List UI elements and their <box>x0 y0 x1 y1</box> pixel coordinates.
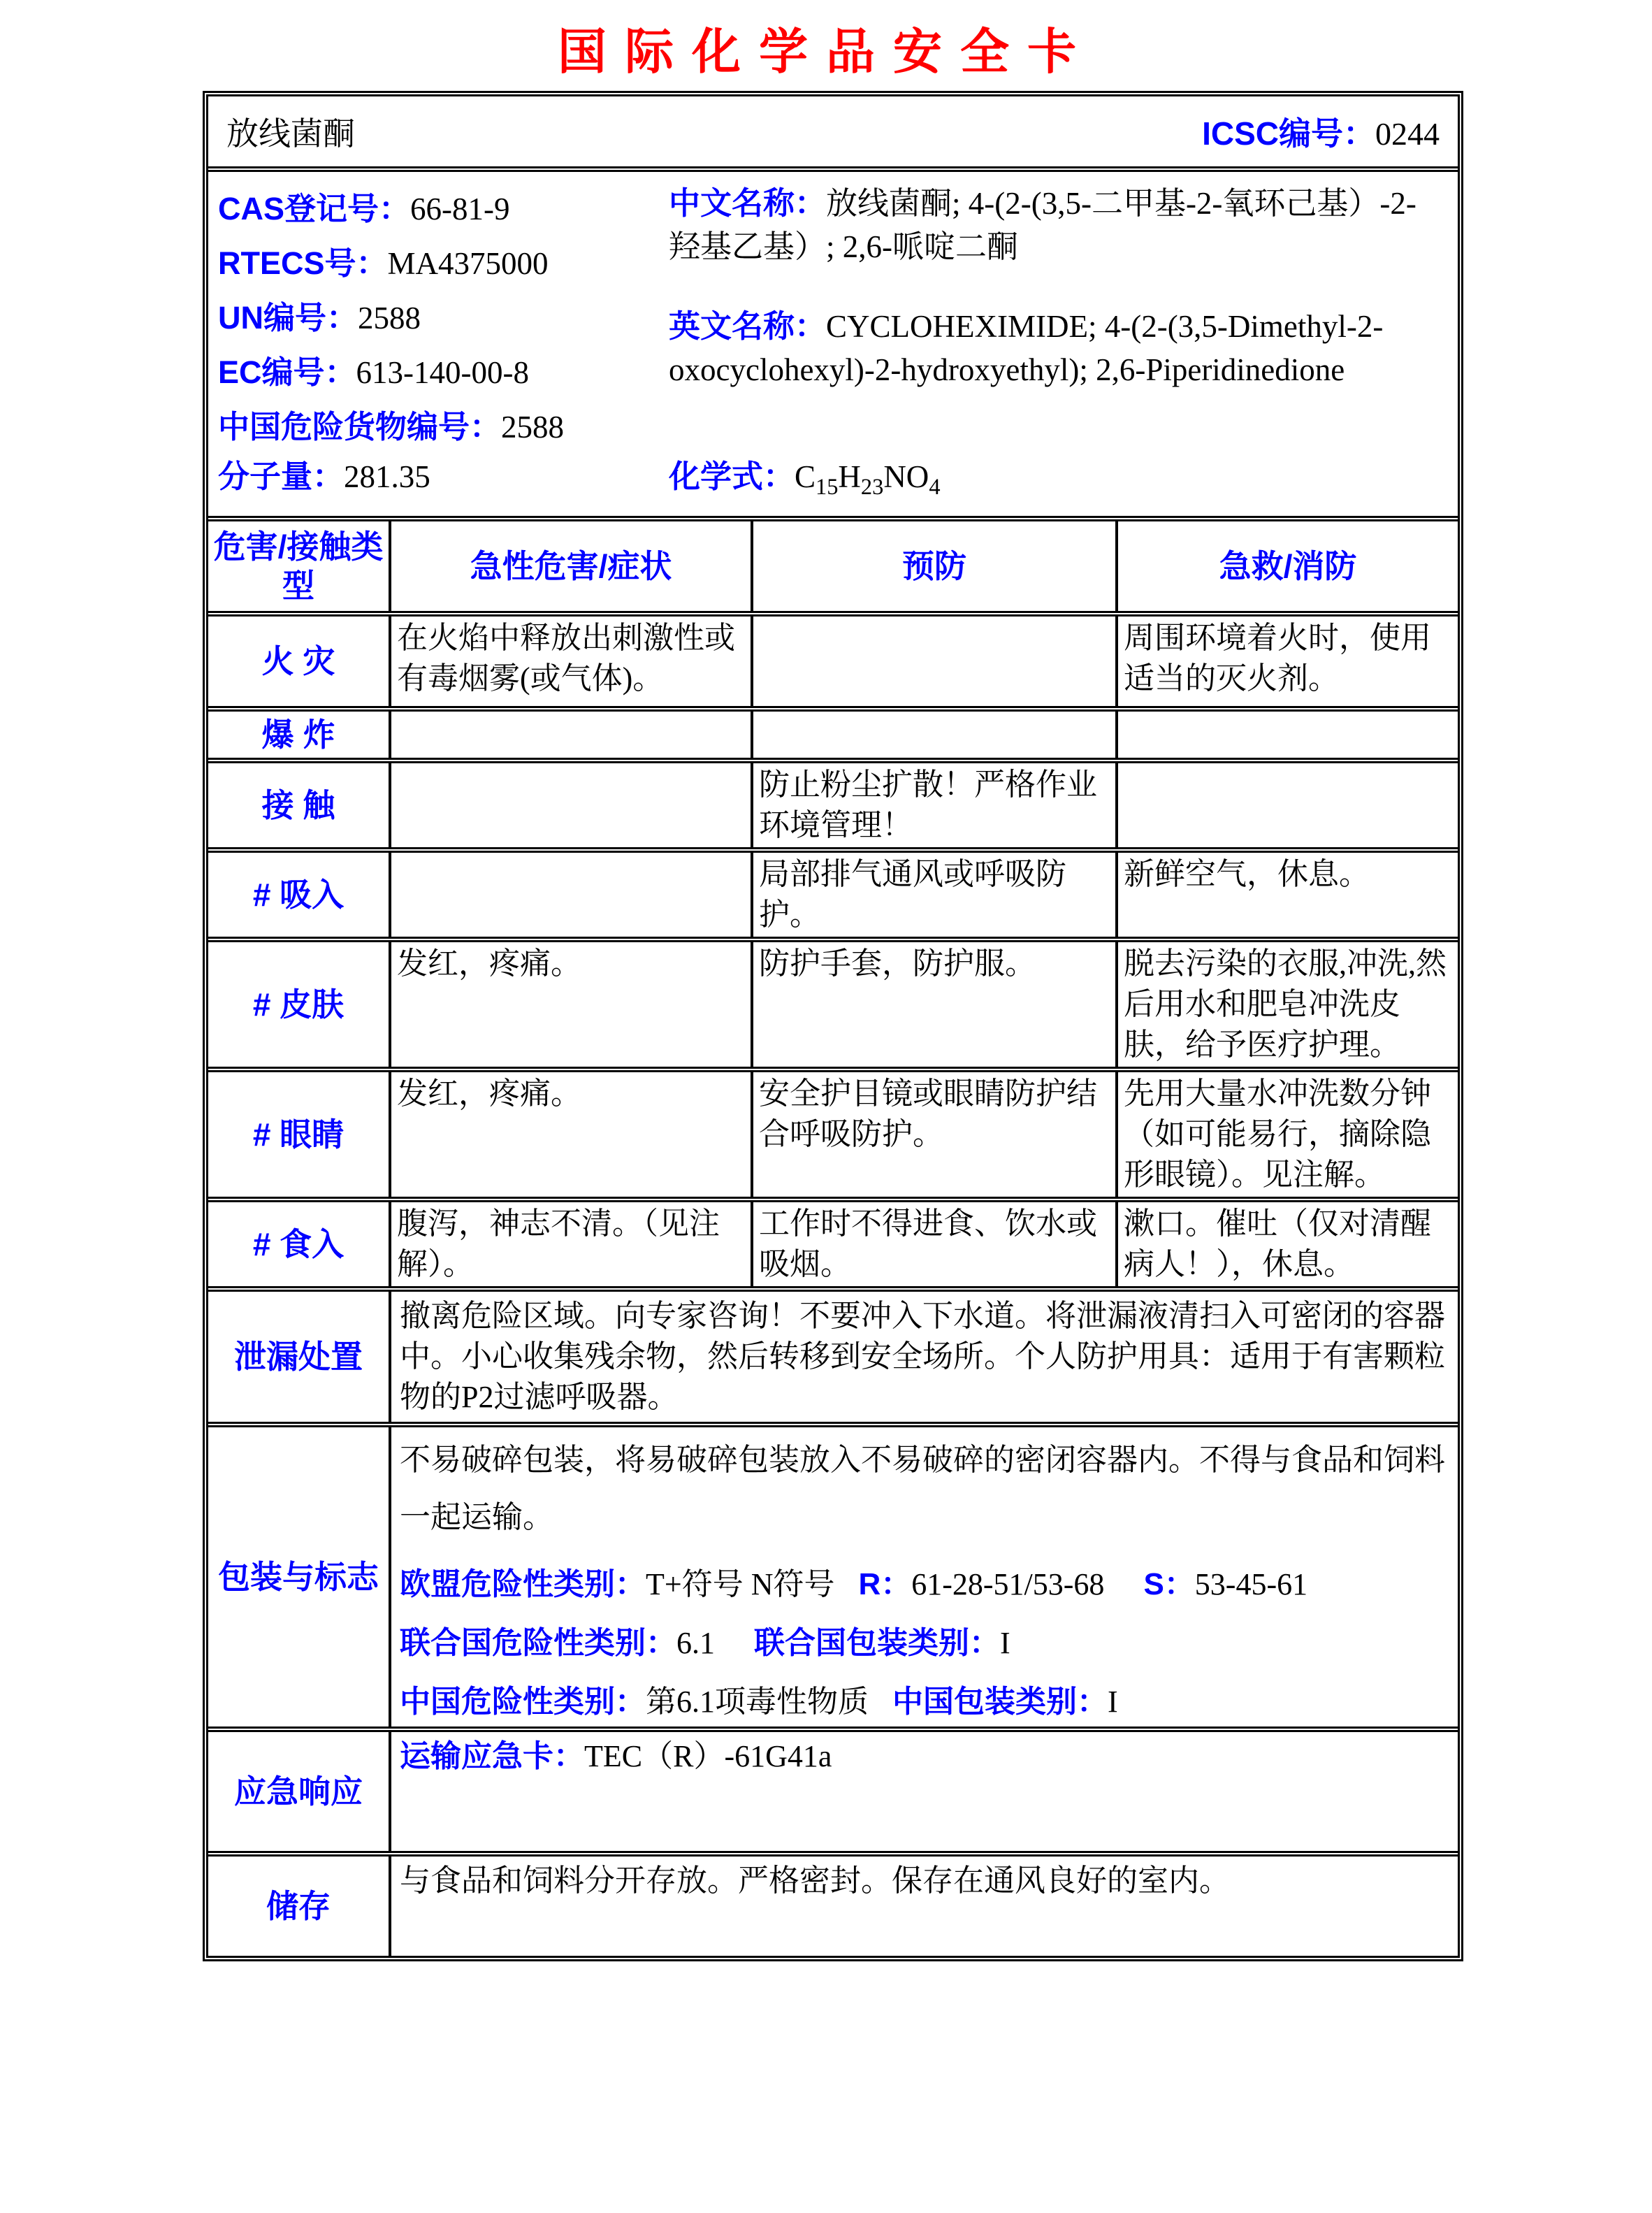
page-title: 国际化学品安全卡 <box>558 24 1094 79</box>
hazard-row-explosion <box>208 706 1458 758</box>
rtecs-label: RTECS号： <box>218 245 388 281</box>
card-header <box>208 96 1458 166</box>
molecular-weight-label: 分子量： <box>218 459 345 494</box>
explosion-type-label: 爆 炸 <box>261 716 335 753</box>
fire-type-label: 火 灾 <box>261 643 335 679</box>
storage-label: 储存 <box>266 1888 331 1924</box>
inhalation-symptoms-cell <box>389 853 751 937</box>
ec-value: 613-140-00-8 <box>356 355 529 390</box>
rtecs-number <box>218 236 669 291</box>
identification-bottom <box>218 451 1449 500</box>
emergency-response-row <box>208 1727 1458 1851</box>
english-name <box>669 305 1447 391</box>
r-phrases-label: R： <box>858 1567 912 1601</box>
eyes-prevention-cell: 安全护目镜或眼睛防护结合呼吸防护。 <box>751 1072 1115 1197</box>
chemical-formula <box>669 451 941 500</box>
emergency-response-content <box>389 1732 1458 1851</box>
fire-symptoms-cell: 在火焰中释放出刺激性或有毒烟雾(或气体)。 <box>389 617 751 706</box>
eu-class-value: T+符号 N符号 <box>646 1567 835 1601</box>
un-class-value: 6.1 <box>676 1626 715 1660</box>
registry-numbers <box>218 182 669 451</box>
exposure-symptoms-cell <box>389 763 751 847</box>
ingestion-type-label: # 食入 <box>252 1226 345 1262</box>
skin-prevention-cell: 防护手套，防护服。 <box>751 942 1115 1067</box>
cn-pack-value: I <box>1108 1685 1118 1719</box>
s-phrases-label: S： <box>1143 1567 1195 1601</box>
un-class-label: 联合国危险性类别： <box>400 1626 676 1660</box>
icsc-number-label: ICSC编号： <box>1202 115 1375 152</box>
cn-class-label: 中国危险性类别： <box>400 1685 646 1719</box>
transport-card-label: 运输应急卡： <box>400 1739 584 1773</box>
un-value: 2588 <box>358 301 421 336</box>
cn-class-value: 第6.1项毒性物质 <box>646 1685 869 1719</box>
icsc-number-value: 0244 <box>1375 116 1440 152</box>
spill-disposal-label: 泄漏处置 <box>234 1339 363 1375</box>
icsc-number <box>1202 108 1440 154</box>
storage-row <box>208 1851 1458 1956</box>
s-phrases-value: 53-45-61 <box>1194 1567 1308 1601</box>
explosion-response-cell <box>1115 712 1458 758</box>
skin-type-label: # 皮肤 <box>252 986 345 1023</box>
hazard-row-fire <box>208 611 1458 706</box>
inhalation-prevention-cell: 局部排气通风或呼吸防护。 <box>751 853 1115 937</box>
hazard-table <box>208 516 1458 1286</box>
english-name-label: 英文名称： <box>669 308 827 344</box>
ec-number <box>218 345 669 400</box>
un-number <box>218 291 669 345</box>
eyes-type-label: # 眼睛 <box>252 1116 345 1153</box>
china-dg-value: 2588 <box>501 410 565 445</box>
r-phrases-value: 61-28-51/53-68 <box>911 1567 1105 1601</box>
cas-value: 66-81-9 <box>410 192 510 226</box>
skin-symptoms-cell: 发红，疼痛。 <box>389 942 751 1067</box>
inhalation-response-cell: 新鲜空气，休息。 <box>1115 853 1458 937</box>
explosion-prevention-cell <box>751 712 1115 758</box>
cn-pack-label: 中国包装类别： <box>892 1685 1108 1719</box>
transport-card-value: TEC（R）-61G41a <box>584 1739 832 1773</box>
molecular-weight <box>218 451 669 500</box>
hazard-row-eyes <box>208 1067 1458 1197</box>
un-pack-value: I <box>1000 1626 1010 1660</box>
header-prevention: 预防 <box>751 521 1115 611</box>
china-dg-number <box>218 400 669 454</box>
spill-disposal-text: 撤离危险区域。向专家咨询！不要冲入下水道。将泄漏液清扫入可密闭的容器中。小心收集残余物，然后转移到安全场所。个人防护用具：适用于有害颗粒物的P2过滤呼吸器。 <box>389 1292 1458 1422</box>
molecular-weight-value: 281.35 <box>344 459 430 494</box>
emergency-response-label: 应急响应 <box>234 1773 363 1810</box>
chemical-name: 放线菌酮 <box>226 116 355 152</box>
hazard-table-header-row <box>208 521 1458 611</box>
chinese-name <box>669 182 1447 268</box>
cas-number <box>218 182 669 236</box>
chinese-name-label: 中文名称： <box>669 185 827 221</box>
ingestion-response-cell: 漱口。催吐（仅对清醒病人！），休息。 <box>1115 1202 1458 1286</box>
chemical-formula-label: 化学式： <box>669 459 795 494</box>
cas-label: CAS登记号： <box>218 191 411 226</box>
eu-hazard-class-line <box>400 1564 1449 1605</box>
ingestion-prevention-cell: 工作时不得进食、饮水或吸烟。 <box>751 1202 1115 1286</box>
hazard-row-inhalation <box>208 847 1458 937</box>
exposure-type-label: 接 触 <box>261 787 335 823</box>
identification-section <box>208 166 1458 516</box>
identification-top <box>218 182 1449 451</box>
packaging-row <box>208 1422 1458 1727</box>
english-name-value: CYCLOHEXIMIDE; 4-(2-(3,5-Dimethyl-2-oxocyclohexyl)-2-hydroxyethyl); 2,6-Piperidinedione <box>669 309 1384 387</box>
rtecs-value: MA4375000 <box>387 246 549 281</box>
packaging-content <box>389 1427 1458 1727</box>
un-pack-label: 联合国包装类别： <box>754 1626 1000 1660</box>
exposure-prevention-cell: 防止粉尘扩散！严格作业环境管理！ <box>751 763 1115 847</box>
un-class-line <box>400 1623 1449 1664</box>
exposure-response-cell <box>1115 763 1458 847</box>
eu-class-label: 欧盟危险性类别： <box>400 1567 646 1601</box>
icsc-card <box>203 91 1463 1961</box>
spill-disposal-row <box>208 1286 1458 1422</box>
ingestion-symptoms-cell: 腹泻，神志不清。（见注解）。 <box>389 1202 751 1286</box>
chemical-names <box>669 182 1449 451</box>
header-hazard-type: 危害/接触类型 <box>213 528 384 604</box>
explosion-symptoms-cell <box>389 712 751 758</box>
packaging-note: 不易破碎包装，将易破碎包装放入不易破碎的密闭容器内。不得与食品和饲料一起运输。 <box>400 1443 1445 1534</box>
cn-class-line <box>400 1682 1449 1722</box>
un-label: UN编号： <box>218 300 358 336</box>
chemical-formula-value: $C_{15}H_{23}NO_4$ <box>795 459 941 500</box>
fire-prevention-cell <box>751 617 1115 706</box>
chinese-name-value: 放线菌酮; 4-(2-(3,5-二甲基-2-氧环己基）-2-羟基乙基）; 2,6-哌啶二酮 <box>669 186 1416 264</box>
eyes-response-cell: 先用大量水冲洗数分钟（如可能易行，摘除隐形眼镜）。见注解。 <box>1115 1072 1458 1197</box>
ec-label: EC编号： <box>218 354 356 390</box>
header-acute-hazards: 急性危害/症状 <box>389 521 751 611</box>
header-first-aid: 急救/消防 <box>1115 521 1458 611</box>
skin-response-cell: 脱去污染的衣服,冲洗,然后用水和肥皂冲洗皮肤，给予医疗护理。 <box>1115 942 1458 1067</box>
fire-response-cell: 周围环境着火时，使用适当的灭火剂。 <box>1115 617 1458 706</box>
china-dg-label: 中国危险货物编号： <box>218 409 502 445</box>
hazard-row-skin <box>208 937 1458 1067</box>
packaging-label: 包装与标志 <box>218 1559 379 1595</box>
hazard-row-exposure <box>208 758 1458 847</box>
eyes-symptoms-cell: 发红，疼痛。 <box>389 1072 751 1197</box>
storage-text: 与食品和饲料分开存放。严格密封。保存在通风良好的室内。 <box>389 1857 1458 1956</box>
inhalation-type-label: # 吸入 <box>252 877 345 913</box>
hazard-row-ingestion <box>208 1197 1458 1286</box>
